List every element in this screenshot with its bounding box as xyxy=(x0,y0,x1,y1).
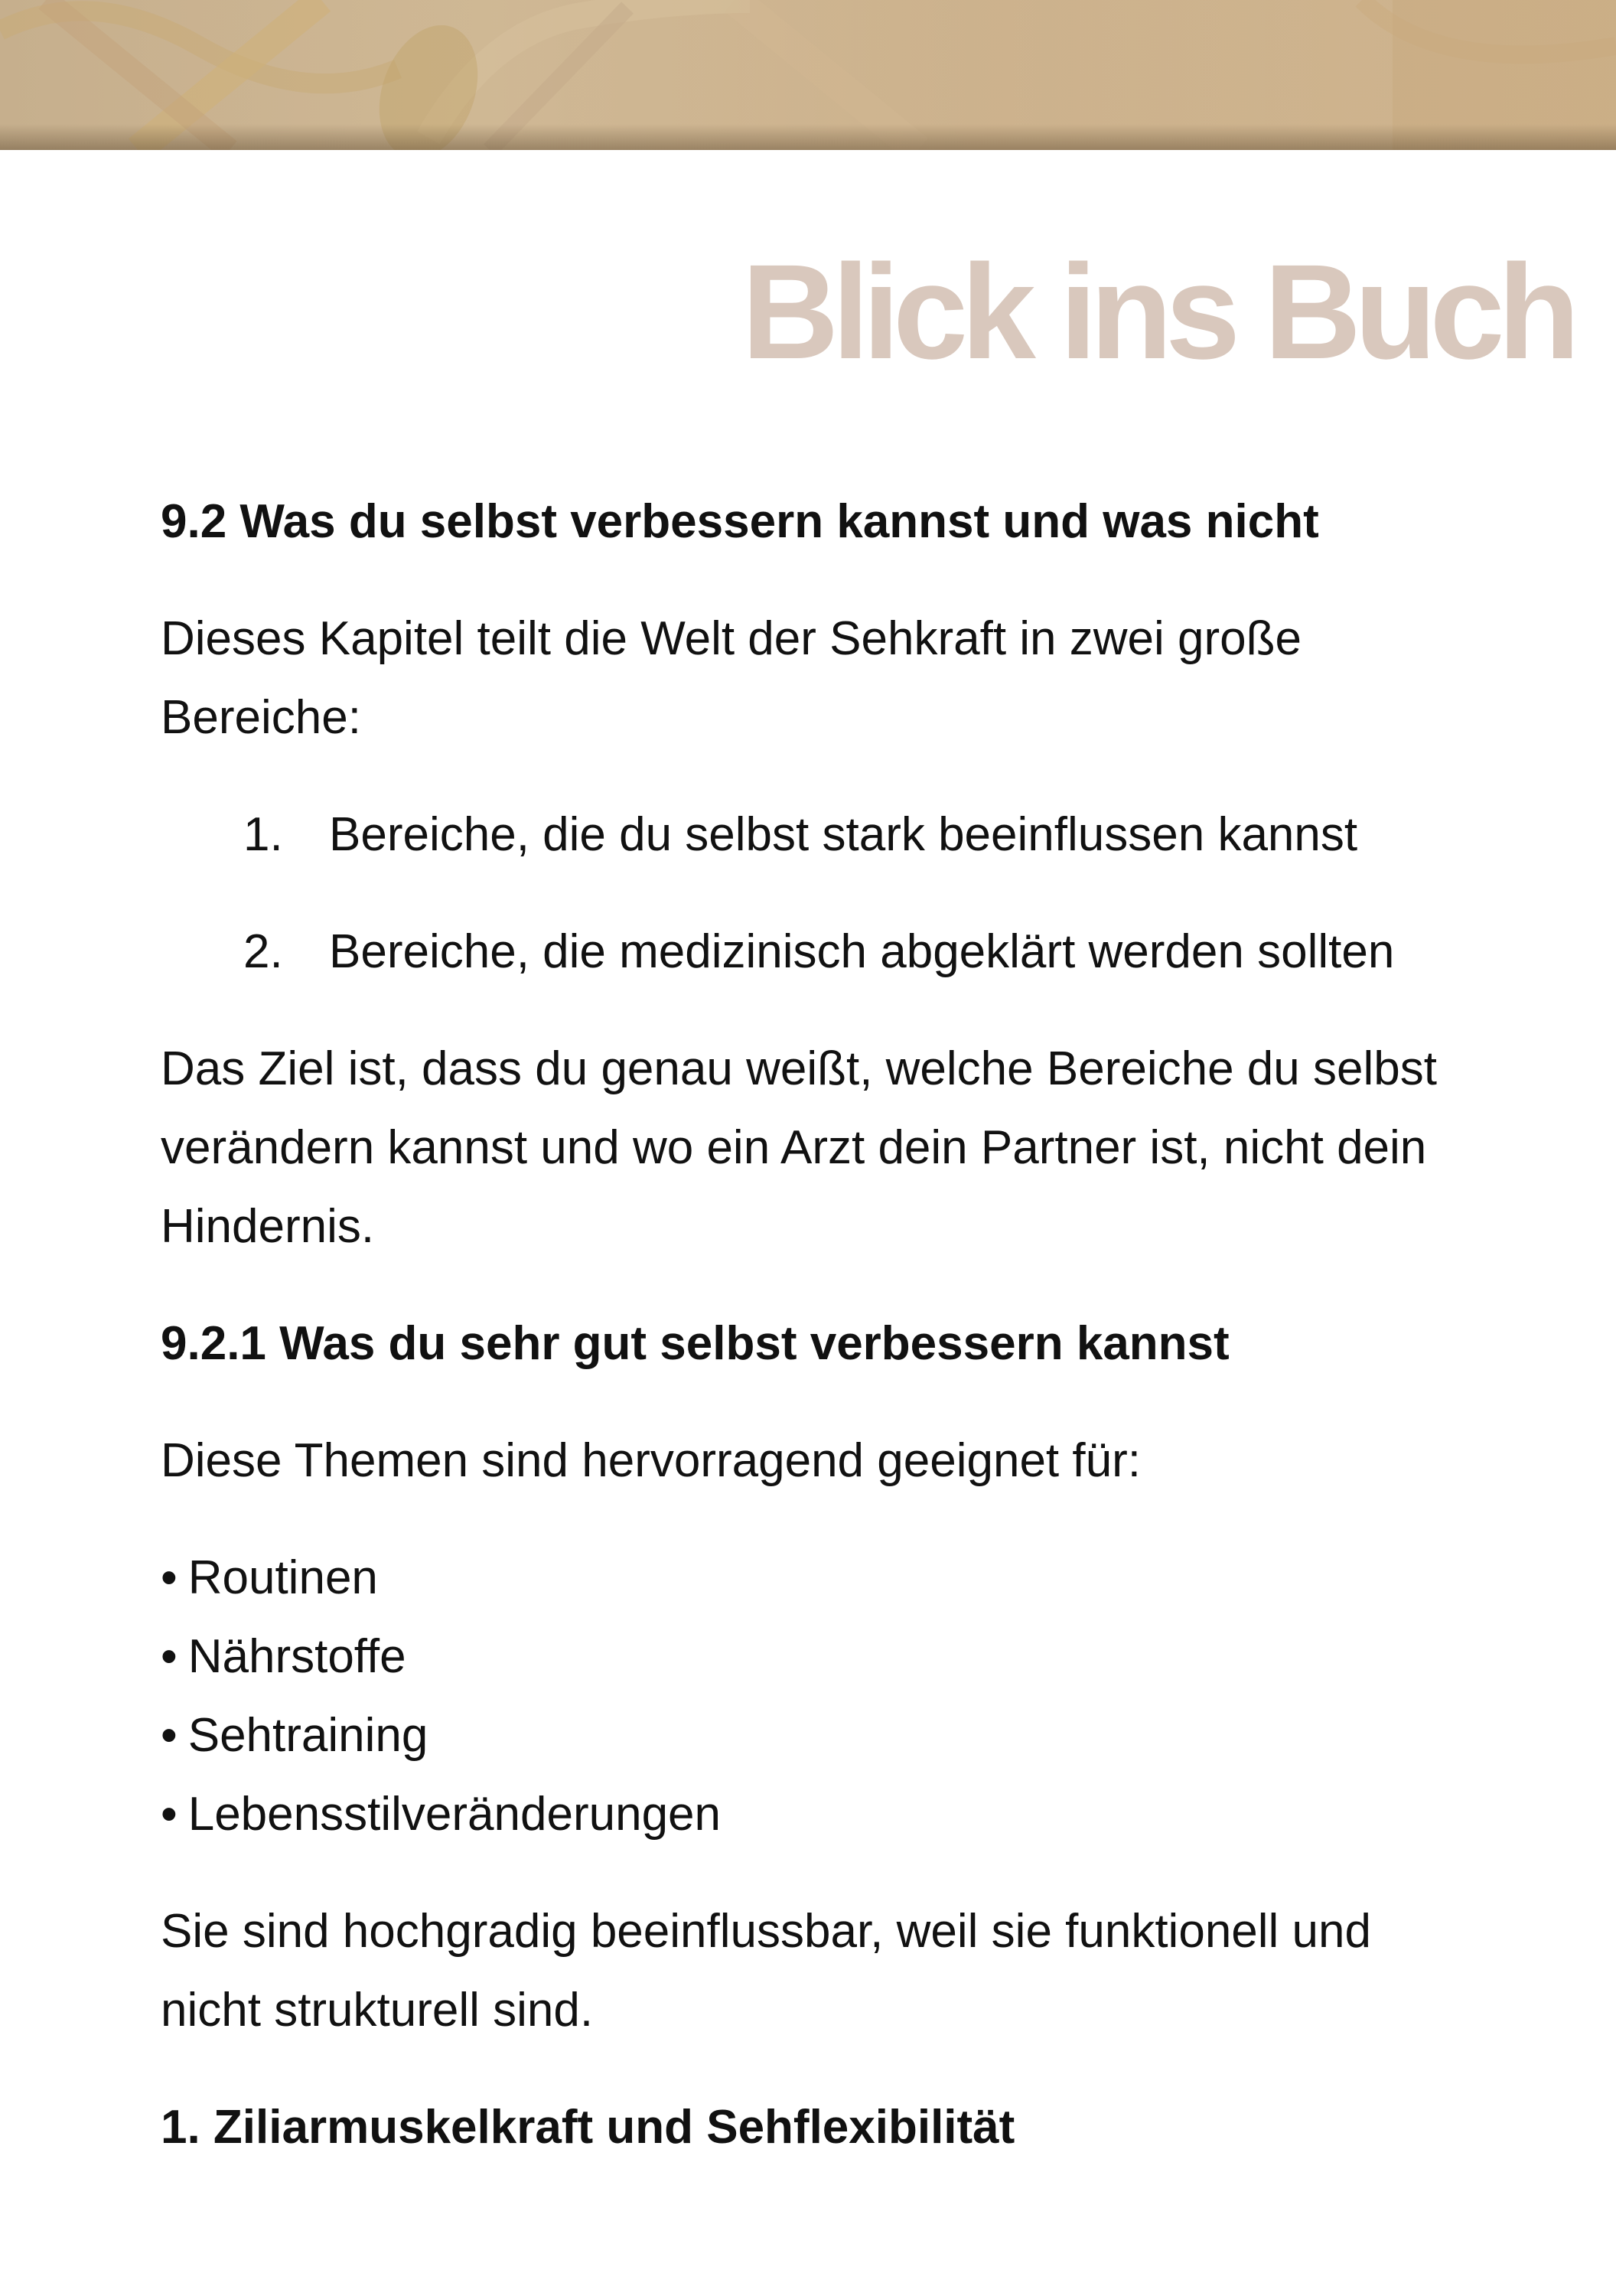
subsection-heading: 9.2.1 Was du sehr gut selbst verbessern kannst xyxy=(161,1317,1230,1370)
list-item-text: Bereiche, die du selbst stark beeinflussen kannst xyxy=(329,808,1358,861)
bullet-icon: • xyxy=(161,1709,178,1762)
next-heading: 1. Ziliarmuskelkraft und Sehflexibilität xyxy=(161,2101,1015,2154)
list-item xyxy=(161,912,1461,991)
page-title: Blick ins Buch xyxy=(741,237,1573,387)
section-intro: Dieses Kapitel teilt die Welt der Sehkraft in zwei große Bereiche: xyxy=(161,612,1302,744)
list-item-text: Sehtraining xyxy=(187,1709,428,1762)
list-item-text: Routinen xyxy=(187,1551,378,1604)
list-item-text: Lebensstilveränderungen xyxy=(187,1788,722,1841)
list-item-text: Bereiche, die medizinisch abgeklärt werden sollten xyxy=(329,925,1395,978)
list-item xyxy=(161,795,1461,874)
header-banner-image xyxy=(0,0,1616,150)
bullet-list xyxy=(161,1538,1461,1854)
list-item-text: Nährstoffe xyxy=(187,1630,406,1683)
list-item xyxy=(161,1775,1461,1854)
subsection-intro: Diese Themen sind hervorragend geeignet für: xyxy=(161,1434,1141,1487)
article-body xyxy=(161,482,1461,2205)
bullet-icon: • xyxy=(161,1630,178,1683)
ornament-pattern-icon xyxy=(0,0,1616,150)
section-goal: Das Ziel ist, dass du genau weißt, welche Bereiche du selbst verändern kannst und wo ein Arzt dein Partner ist, nicht dein Hindernis. xyxy=(161,1042,1437,1253)
subsection-closing: Sie sind hochgradig beeinflussbar, weil sie funktionell und nicht strukturell sind. xyxy=(161,1905,1371,2037)
list-item xyxy=(161,1696,1461,1775)
bullet-icon: • xyxy=(161,1788,178,1841)
numbered-list xyxy=(161,795,1461,991)
list-item xyxy=(161,1617,1461,1696)
list-item xyxy=(161,1538,1461,1617)
section-heading: 9.2 Was du selbst verbessern kannst und was nicht xyxy=(161,495,1319,548)
list-item-number: 1. xyxy=(243,808,283,861)
list-item-number: 2. xyxy=(243,925,283,978)
bullet-icon: • xyxy=(161,1551,178,1604)
